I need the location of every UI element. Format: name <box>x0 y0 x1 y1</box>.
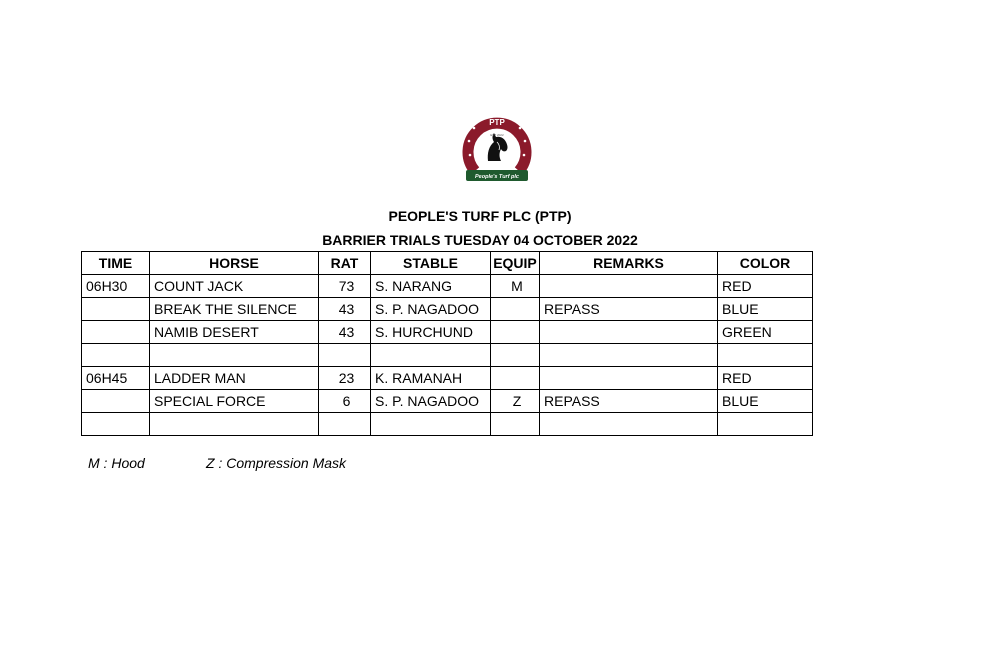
cell-rat <box>319 344 371 367</box>
table-row <box>82 298 813 321</box>
cell-remarks: REPASS <box>540 298 718 321</box>
cell-time <box>82 321 150 344</box>
cell-horse: SPECIAL FORCE <box>150 390 319 413</box>
table-row <box>82 275 813 298</box>
legend-compression-mask: Z : Compression Mask <box>206 455 347 471</box>
cell-stable: S. P. NAGADOO <box>371 298 491 321</box>
cell-remarks <box>540 413 718 436</box>
cell-color <box>718 344 813 367</box>
cell-horse: COUNT JACK <box>150 275 319 298</box>
table-row <box>82 390 813 413</box>
cell-rat: 23 <box>319 367 371 390</box>
logo-est-text: EST 2022 <box>490 133 504 137</box>
column-header-time: TIME <box>82 252 150 275</box>
cell-rat: 43 <box>319 321 371 344</box>
ptp-logo <box>461 109 533 187</box>
logo-top-text: PTP <box>489 118 505 127</box>
cell-time <box>82 344 150 367</box>
barrier-trials-table <box>81 251 813 436</box>
cell-remarks: REPASS <box>540 390 718 413</box>
cell-time <box>82 413 150 436</box>
cell-equip: Z <box>491 390 540 413</box>
cell-rat: 6 <box>319 390 371 413</box>
cell-color: RED <box>718 367 813 390</box>
cell-stable: S. HURCHUND <box>371 321 491 344</box>
table-row <box>82 344 813 367</box>
column-header-remarks: REMARKS <box>540 252 718 275</box>
cell-horse <box>150 413 319 436</box>
column-header-horse: HORSE <box>150 252 319 275</box>
cell-horse <box>150 344 319 367</box>
cell-rat: 73 <box>319 275 371 298</box>
logo-banner-text: People's Turf plc <box>475 174 519 180</box>
cell-color: RED <box>718 275 813 298</box>
cell-remarks <box>540 367 718 390</box>
cell-stable <box>371 413 491 436</box>
cell-stable: K. RAMANAH <box>371 367 491 390</box>
table-row <box>82 367 813 390</box>
cell-horse: BREAK THE SILENCE <box>150 298 319 321</box>
horseshoe-logo-icon <box>461 109 533 187</box>
cell-time <box>82 298 150 321</box>
cell-equip <box>491 344 540 367</box>
cell-stable: S. P. NAGADOO <box>371 390 491 413</box>
table-header-row <box>82 252 813 275</box>
table-row <box>82 413 813 436</box>
cell-time: 06H45 <box>82 367 150 390</box>
cell-color: BLUE <box>718 390 813 413</box>
cell-remarks <box>540 344 718 367</box>
cell-equip <box>491 413 540 436</box>
company-title: PEOPLE'S TURF PLC (PTP) <box>388 208 572 224</box>
cell-color: BLUE <box>718 298 813 321</box>
cell-stable <box>371 344 491 367</box>
cell-rat: 43 <box>319 298 371 321</box>
column-header-rat: RAT <box>319 252 371 275</box>
column-header-color: COLOR <box>718 252 813 275</box>
legend-hood: M : Hood <box>88 455 145 471</box>
cell-remarks <box>540 321 718 344</box>
cell-equip <box>491 321 540 344</box>
cell-horse: NAMIB DESERT <box>150 321 319 344</box>
cell-color <box>718 413 813 436</box>
event-title: BARRIER TRIALS TUESDAY 04 OCTOBER 2022 <box>322 232 638 248</box>
cell-time: 06H30 <box>82 275 150 298</box>
cell-remarks <box>540 275 718 298</box>
cell-equip <box>491 298 540 321</box>
column-header-equip: EQUIP <box>491 252 540 275</box>
cell-rat <box>319 413 371 436</box>
cell-time <box>82 390 150 413</box>
cell-equip <box>491 367 540 390</box>
column-header-stable: STABLE <box>371 252 491 275</box>
cell-color: GREEN <box>718 321 813 344</box>
cell-horse: LADDER MAN <box>150 367 319 390</box>
cell-stable: S. NARANG <box>371 275 491 298</box>
table-row <box>82 321 813 344</box>
cell-equip: M <box>491 275 540 298</box>
